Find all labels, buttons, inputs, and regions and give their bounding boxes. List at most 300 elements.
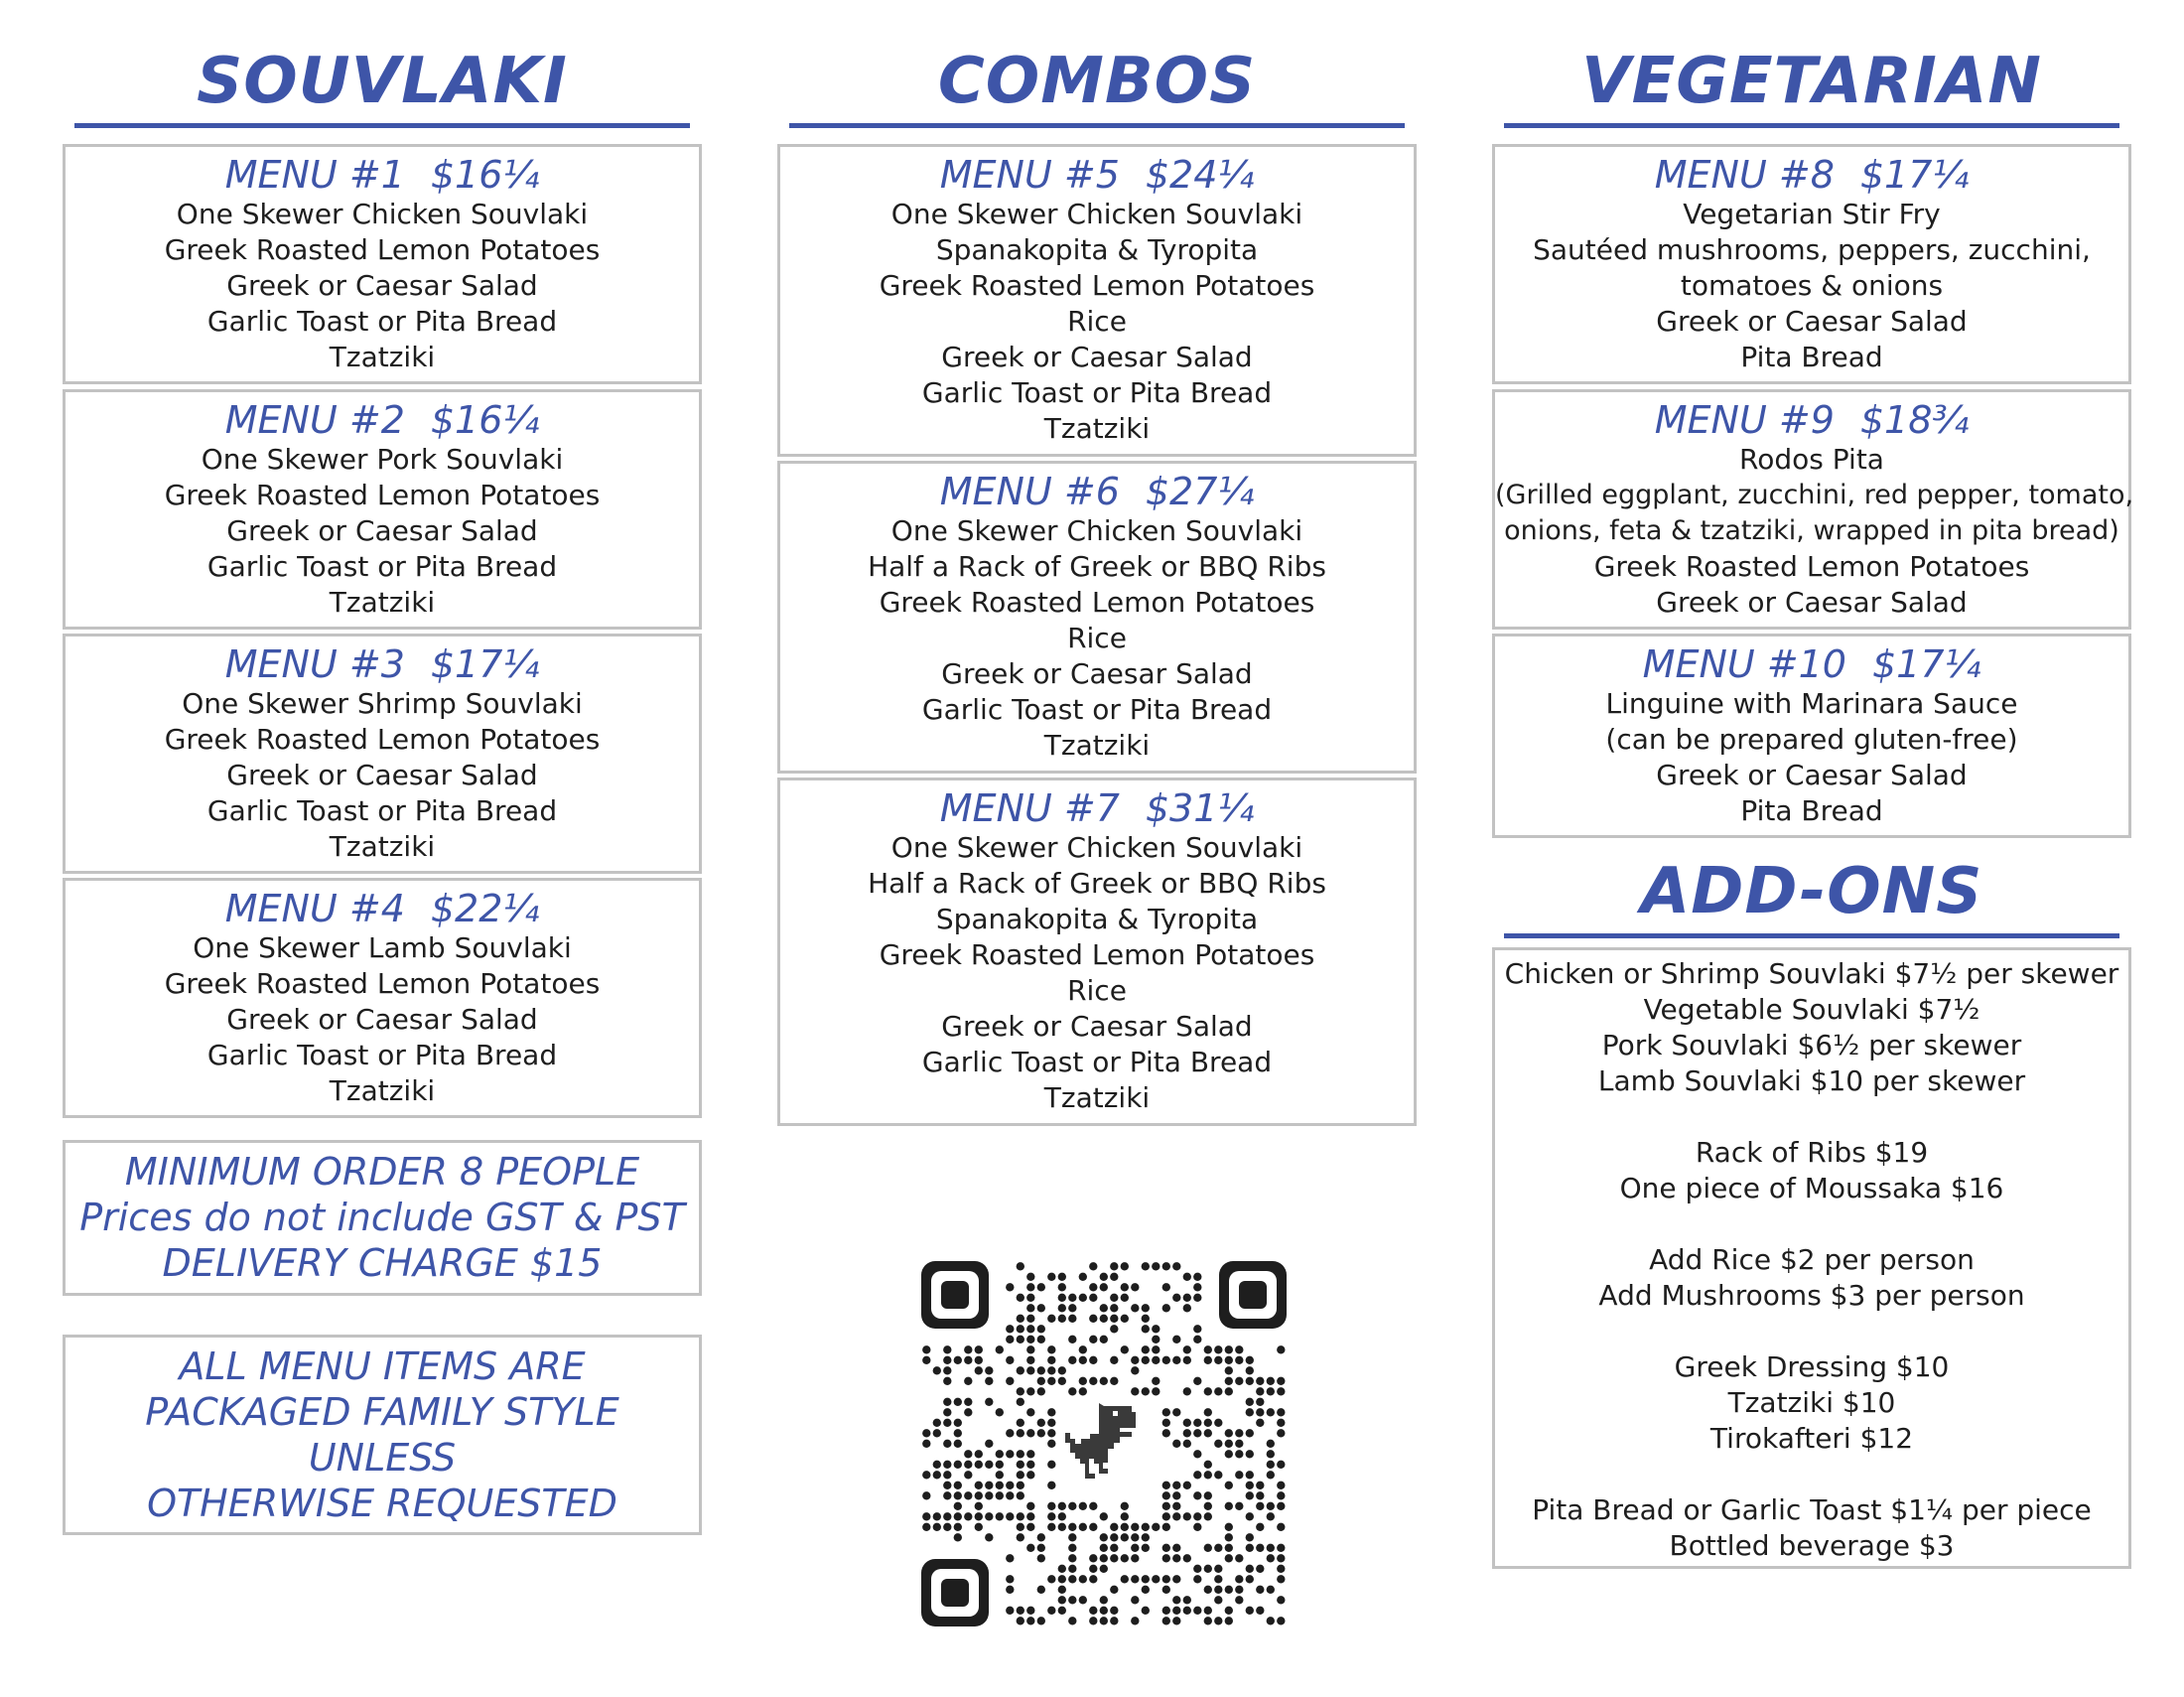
qr-module	[1037, 1419, 1045, 1427]
qr-module	[1204, 1617, 1212, 1625]
qr-module	[1214, 1345, 1222, 1353]
qr-module	[1277, 1377, 1285, 1385]
qr-module	[1017, 1491, 1024, 1499]
qr-module	[1121, 1262, 1129, 1270]
menu-items	[1495, 442, 2134, 621]
qr-module	[964, 1461, 972, 1469]
qr-module	[1183, 1356, 1191, 1364]
addons-box	[1492, 947, 2131, 1569]
qr-module	[1006, 1377, 1014, 1385]
addon-item: Pork Souvlaki $6½ per skewer	[1601, 1029, 2022, 1061]
qr-module	[1100, 1283, 1108, 1291]
qr-module	[1246, 1512, 1254, 1520]
menu-item: Greek or Caesar Salad	[941, 1010, 1253, 1043]
qr-module	[1235, 1596, 1243, 1604]
qr-module	[1162, 1607, 1170, 1615]
menu-card-9	[1492, 389, 2134, 630]
qr-module	[996, 1408, 1004, 1416]
qr-module	[1017, 1325, 1024, 1333]
qr-module	[1183, 1294, 1191, 1302]
qr-module	[1100, 1512, 1108, 1520]
menu-price: $16¼	[430, 398, 540, 442]
qr-module	[1121, 1502, 1129, 1510]
qr-module	[985, 1512, 993, 1520]
qr-module	[1183, 1482, 1191, 1489]
menu-item: Tzatziki	[329, 341, 436, 373]
qr-module	[1225, 1429, 1233, 1437]
qr-module	[1225, 1387, 1233, 1395]
menu-item: Tzatziki	[1043, 1081, 1151, 1114]
qr-module	[943, 1377, 951, 1385]
menu-item: Greek Roasted Lemon Potatoes	[164, 233, 601, 266]
qr-module	[1100, 1554, 1108, 1562]
qr-module	[1193, 1491, 1201, 1499]
qr-module	[1121, 1294, 1129, 1302]
qr-module	[1152, 1336, 1160, 1343]
menu-item: Greek or Caesar Salad	[1656, 305, 1968, 338]
tax-note: Prices do not include GST & PST	[79, 1196, 685, 1239]
qr-module	[1193, 1294, 1201, 1302]
qr-module	[1214, 1575, 1222, 1583]
qr-module	[1267, 1544, 1275, 1552]
qr-module	[1267, 1471, 1275, 1479]
menu-item: Greek Roasted Lemon Potatoes	[879, 269, 1315, 302]
qr-module	[1110, 1544, 1118, 1552]
qr-module	[1277, 1429, 1285, 1437]
qr-module	[1152, 1523, 1160, 1531]
qr-module	[1131, 1387, 1139, 1395]
qr-module	[1142, 1325, 1150, 1333]
menu-item: (can be prepared gluten-free)	[1605, 723, 2018, 756]
menu-item: Greek or Caesar Salad	[941, 341, 1253, 373]
qr-module	[1017, 1398, 1024, 1406]
qr-module	[1267, 1387, 1275, 1395]
qr-module	[1172, 1491, 1180, 1499]
qr-module	[1162, 1491, 1170, 1499]
qr-module	[1256, 1544, 1264, 1552]
qr-module	[1047, 1575, 1055, 1583]
qr-module	[1079, 1596, 1087, 1604]
qr-module	[943, 1440, 951, 1448]
qr-finder-bottom-left	[921, 1559, 989, 1626]
qr-module	[1235, 1586, 1243, 1594]
qr-module	[1183, 1512, 1191, 1520]
menu-item: Garlic Toast or Pita Bread	[921, 1046, 1273, 1078]
addon-item: Tzatziki $10	[1727, 1386, 1896, 1419]
qr-module	[1026, 1461, 1034, 1469]
qr-module	[1193, 1607, 1201, 1615]
qr-module	[1172, 1440, 1180, 1448]
qr-module	[1162, 1523, 1170, 1531]
qr-module	[1110, 1554, 1118, 1562]
qr-module	[1026, 1325, 1034, 1333]
menu-item: Greek or Caesar Salad	[941, 657, 1253, 690]
qr-module	[1183, 1596, 1191, 1604]
qr-module	[1235, 1471, 1243, 1479]
qr-module	[996, 1491, 1004, 1499]
qr-module	[1079, 1273, 1087, 1281]
qr-module	[1142, 1586, 1150, 1594]
qr-module	[996, 1482, 1004, 1489]
qr-module	[933, 1461, 941, 1469]
qr-module	[1214, 1617, 1222, 1625]
menu-number: MENU #3	[224, 642, 405, 686]
menu-item: Greek or Caesar Salad	[226, 514, 538, 547]
addon-item: Add Rice $2 per person	[1649, 1243, 1975, 1276]
menu-item: Half a Rack of Greek or BBQ Ribs	[868, 550, 1326, 583]
qr-module	[1183, 1387, 1191, 1395]
qr-module	[1006, 1450, 1014, 1458]
menu-item: Greek Roasted Lemon Potatoes	[879, 586, 1315, 619]
qr-module	[1183, 1554, 1191, 1562]
qr-module	[1214, 1471, 1222, 1479]
menu-card-7	[777, 778, 1417, 1126]
qr-module	[1204, 1502, 1212, 1510]
section-heading-souvlaki: SOUVLAKI	[197, 45, 568, 118]
qr-module	[1100, 1273, 1108, 1281]
qr-module	[1183, 1429, 1191, 1437]
qr-module	[1267, 1512, 1275, 1520]
qr-module	[1006, 1336, 1014, 1343]
qr-module	[1204, 1429, 1212, 1437]
qr-module	[1100, 1304, 1108, 1312]
qr-module	[1183, 1607, 1191, 1615]
qr-module	[1079, 1377, 1087, 1385]
menu-card-2	[63, 389, 702, 630]
menu-item: Rice	[1067, 622, 1127, 654]
qr-module	[1037, 1586, 1045, 1594]
qr-module	[985, 1377, 993, 1385]
qr-module	[1235, 1429, 1243, 1437]
qr-module	[1017, 1262, 1024, 1270]
qr-module	[943, 1471, 951, 1479]
qr-module	[975, 1491, 983, 1499]
qr-module	[933, 1366, 941, 1374]
qr-module	[1235, 1450, 1243, 1458]
qr-module	[1204, 1491, 1212, 1499]
qr-module	[954, 1482, 962, 1489]
menu-price: $22¼	[430, 887, 540, 930]
qr-module	[1225, 1450, 1233, 1458]
qr-module	[1037, 1325, 1045, 1333]
qr-module	[1131, 1575, 1139, 1583]
qr-module	[1172, 1482, 1180, 1489]
menu-item: Garlic Toast or Pita Bread	[206, 305, 558, 338]
qr-module	[1183, 1345, 1191, 1353]
qr-module	[1026, 1336, 1034, 1343]
menu-item: Garlic Toast or Pita Bread	[921, 376, 1273, 409]
menu-item: Sautéed mushrooms, peppers, zucchini,	[1533, 233, 2091, 266]
qr-module	[1110, 1356, 1118, 1364]
addon-group-sides	[1495, 1242, 2128, 1314]
menu-number: MENU #6	[939, 470, 1120, 513]
qr-module	[1110, 1294, 1118, 1302]
qr-module	[1110, 1523, 1118, 1531]
qr-module	[1068, 1565, 1076, 1573]
qr-module	[933, 1523, 941, 1531]
qr-module	[1026, 1283, 1034, 1291]
qr-module	[954, 1502, 962, 1510]
menu-price: $18¾	[1859, 398, 1970, 442]
qr-module	[1204, 1544, 1212, 1552]
qr-module	[954, 1461, 962, 1469]
qr-module	[1256, 1586, 1264, 1594]
qr-module	[1204, 1607, 1212, 1615]
qr-module	[1277, 1523, 1285, 1531]
menu-items	[66, 686, 699, 865]
qr-module	[1152, 1575, 1160, 1583]
qr-module	[975, 1366, 983, 1374]
qr-module	[1142, 1345, 1150, 1353]
qr-module	[964, 1398, 972, 1406]
menu-item: Garlic Toast or Pita Bread	[206, 550, 558, 583]
qr-module	[1047, 1419, 1055, 1427]
qr-module	[1214, 1387, 1222, 1395]
qr-module	[1183, 1304, 1191, 1312]
menu-item: Tzatziki	[329, 586, 436, 619]
qr-module	[1214, 1565, 1222, 1573]
menu-price: $16¼	[430, 153, 540, 197]
qr-module	[1026, 1512, 1034, 1520]
qr-module	[1058, 1273, 1066, 1281]
qr-module	[1079, 1575, 1087, 1583]
qr-module	[1017, 1607, 1024, 1615]
qr-module	[1047, 1273, 1055, 1281]
qr-module	[1047, 1607, 1055, 1615]
qr-module	[985, 1491, 993, 1499]
qr-module	[1131, 1283, 1139, 1291]
qr-module	[943, 1419, 951, 1427]
qr-module	[1193, 1575, 1201, 1583]
qr-module	[1037, 1554, 1045, 1562]
qr-module	[943, 1523, 951, 1531]
section-rule-addons	[1504, 933, 2119, 938]
qr-module	[1256, 1502, 1264, 1510]
qr-module	[1079, 1294, 1087, 1302]
qr-module	[1058, 1283, 1066, 1291]
menu-item: Vegetarian Stir Fry	[1683, 198, 1941, 230]
qr-module	[1267, 1408, 1275, 1416]
qr-module	[1267, 1440, 1275, 1448]
section-heading-vegetarian: VEGETARIAN	[1581, 45, 2042, 118]
qr-module	[964, 1345, 972, 1353]
menu-item: Linguine with Marinara Sauce	[1605, 687, 2018, 720]
qr-module	[1152, 1345, 1160, 1353]
qr-module	[1058, 1377, 1066, 1385]
qr-module	[1006, 1325, 1014, 1333]
qr-module	[1235, 1345, 1243, 1353]
addon-item: Lamb Souvlaki $10 per skewer	[1597, 1064, 2026, 1097]
qr-module	[1089, 1607, 1097, 1615]
qr-module	[1017, 1617, 1024, 1625]
menu-item: Greek Roasted Lemon Potatoes	[1593, 550, 2030, 583]
qr-module	[1162, 1356, 1170, 1364]
menu-item: Rice	[1067, 305, 1127, 338]
qr-module	[1225, 1607, 1233, 1615]
menu-items	[1495, 686, 2128, 829]
qr-module	[1037, 1283, 1045, 1291]
qr-module	[1017, 1336, 1024, 1343]
menu-items	[66, 930, 699, 1109]
qr-module	[1246, 1575, 1254, 1583]
qr-module	[1152, 1387, 1160, 1395]
qr-module	[1235, 1356, 1243, 1364]
qr-module	[1277, 1565, 1285, 1573]
qr-module	[1204, 1419, 1212, 1427]
qr-code[interactable]	[919, 1259, 1289, 1628]
qr-module	[1277, 1617, 1285, 1625]
qr-module	[1058, 1315, 1066, 1323]
qr-module	[1006, 1586, 1014, 1594]
qr-module	[1162, 1575, 1170, 1583]
qr-module	[1006, 1356, 1014, 1364]
addon-group-sauces	[1495, 1349, 2128, 1457]
qr-module	[1204, 1356, 1212, 1364]
qr-module	[1277, 1596, 1285, 1604]
qr-module	[975, 1512, 983, 1520]
qr-module	[1246, 1471, 1254, 1479]
qr-module	[943, 1345, 951, 1353]
qr-module	[1162, 1262, 1170, 1270]
qr-module	[1068, 1502, 1076, 1510]
menu-item: Greek Roasted Lemon Potatoes	[164, 967, 601, 1000]
qr-module	[1277, 1502, 1285, 1510]
menu-price: $31¼	[1145, 786, 1255, 830]
qr-module	[943, 1408, 951, 1416]
qr-module	[1131, 1544, 1139, 1552]
qr-module	[1225, 1533, 1233, 1541]
qr-module	[1047, 1482, 1055, 1489]
qr-module	[1017, 1512, 1024, 1520]
qr-module	[1068, 1596, 1076, 1604]
qr-module	[1068, 1304, 1076, 1312]
qr-module	[1193, 1283, 1201, 1291]
addon-item: Tirokafteri $12	[1709, 1422, 1914, 1455]
addon-item: Chicken or Shrimp Souvlaki $7½ per skewer	[1504, 957, 2119, 990]
qr-module	[1058, 1575, 1066, 1583]
qr-module	[1225, 1440, 1233, 1448]
qr-module	[1256, 1408, 1264, 1416]
addon-item: Vegetable Souvlaki $7½	[1643, 993, 1980, 1026]
qr-module	[1246, 1398, 1254, 1406]
qr-module	[1152, 1377, 1160, 1385]
qr-module	[1068, 1554, 1076, 1562]
qr-module	[1037, 1429, 1045, 1437]
qr-module	[922, 1523, 930, 1531]
qr-module	[1172, 1356, 1180, 1364]
qr-module	[1204, 1586, 1212, 1594]
menu-title	[780, 153, 1414, 197]
qr-module	[985, 1533, 993, 1541]
qr-module	[1277, 1408, 1285, 1416]
qr-module	[1246, 1482, 1254, 1489]
menu-price: $24¼	[1145, 153, 1255, 197]
menu-title	[1495, 153, 2128, 197]
qr-module	[1089, 1262, 1097, 1270]
qr-module	[1058, 1523, 1066, 1531]
qr-module	[1193, 1450, 1201, 1458]
menu-item: Greek or Caesar Salad	[1656, 759, 1968, 791]
qr-module	[1225, 1554, 1233, 1562]
menu-item: Greek or Caesar Salad	[1656, 586, 1968, 619]
qr-module	[1183, 1273, 1191, 1281]
menu-item: Spanakopita & Tyropita	[935, 903, 1259, 935]
qr-module	[1256, 1377, 1264, 1385]
qr-module	[1037, 1387, 1045, 1395]
qr-module	[1026, 1408, 1034, 1416]
qr-module	[1246, 1544, 1254, 1552]
qr-module	[1026, 1607, 1034, 1615]
qr-module	[1037, 1544, 1045, 1552]
qr-module	[1017, 1482, 1024, 1489]
order-info-box	[63, 1140, 702, 1296]
qr-module	[1100, 1544, 1108, 1552]
qr-module	[1026, 1356, 1034, 1364]
qr-module	[1214, 1596, 1222, 1604]
qr-module	[1193, 1273, 1201, 1281]
menu-items	[780, 513, 1414, 764]
qr-module	[1256, 1398, 1264, 1406]
menu-item: One Skewer Chicken Souvlaki	[890, 831, 1303, 864]
qr-module	[1110, 1273, 1118, 1281]
qr-module	[1277, 1554, 1285, 1562]
qr-module	[1006, 1575, 1014, 1583]
qr-module	[1089, 1294, 1097, 1302]
qr-module	[1131, 1617, 1139, 1625]
qr-module	[1142, 1356, 1150, 1364]
qr-module	[954, 1419, 962, 1427]
qr-module	[1100, 1596, 1108, 1604]
qr-module	[933, 1419, 941, 1427]
qr-module	[975, 1523, 983, 1531]
menu-price: $17¼	[1859, 153, 1970, 197]
section-heading-addons: ADD-ONS	[1640, 855, 1983, 928]
qr-module	[1277, 1491, 1285, 1499]
qr-module	[996, 1461, 1004, 1469]
qr-module	[1068, 1356, 1076, 1364]
addon-item: Greek Dressing $10	[1674, 1350, 1950, 1383]
addon-item: Rack of Ribs $19	[1695, 1136, 1929, 1169]
qr-module	[1172, 1512, 1180, 1520]
qr-module	[1006, 1554, 1014, 1562]
menu-title	[66, 153, 699, 197]
qr-module	[1121, 1283, 1129, 1291]
qr-module	[1142, 1544, 1150, 1552]
menu-item: Greek or Caesar Salad	[226, 269, 538, 302]
qr-module	[996, 1345, 1004, 1353]
qr-module	[1277, 1544, 1285, 1552]
qr-module	[1267, 1502, 1275, 1510]
qr-module	[1193, 1419, 1201, 1427]
qr-module	[933, 1429, 941, 1437]
addon-item: Bottled beverage $3	[1669, 1529, 1955, 1562]
qr-module	[1047, 1356, 1055, 1364]
menu-item: One Skewer Lamb Souvlaki	[193, 931, 572, 964]
qr-module	[1047, 1345, 1055, 1353]
menu-item: Garlic Toast or Pita Bread	[206, 794, 558, 827]
menu-items	[66, 197, 699, 375]
qr-module	[964, 1356, 972, 1364]
qr-module	[1089, 1283, 1097, 1291]
qr-module	[1068, 1387, 1076, 1395]
qr-module	[1162, 1554, 1170, 1562]
qr-module	[1225, 1482, 1233, 1489]
menu-title	[66, 642, 699, 686]
qr-module	[943, 1398, 951, 1406]
qr-module	[996, 1450, 1004, 1458]
qr-module	[1131, 1366, 1139, 1374]
qr-module	[1037, 1617, 1045, 1625]
